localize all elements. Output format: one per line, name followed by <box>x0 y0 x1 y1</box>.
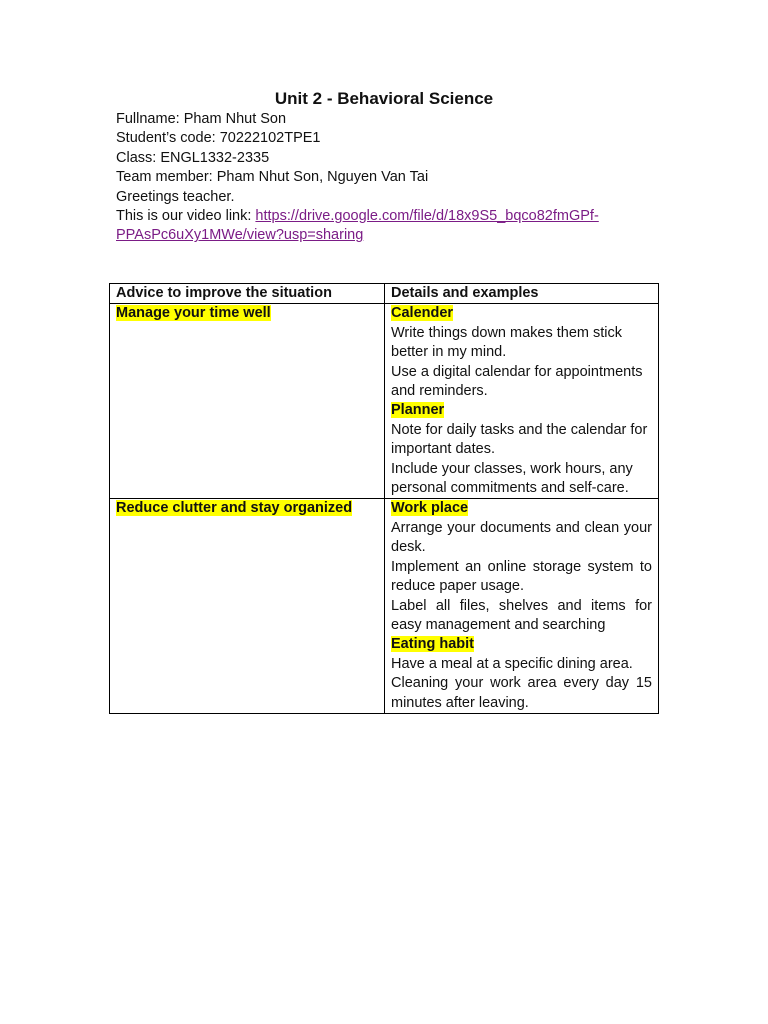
advice-title: Reduce clutter and stay organized <box>116 500 353 517</box>
video-link-label: This is our video link: <box>116 208 256 225</box>
detail-line: Label all files, shelves and items for easy management and searching <box>391 597 652 633</box>
video-link-line <box>116 207 656 246</box>
detail-line: Arrange your documents and clean your desk. <box>391 519 652 556</box>
detail-line: Have a meal at a specific dining area. <box>391 655 633 672</box>
table-row <box>110 499 659 713</box>
header-details: Details and examples <box>385 284 659 304</box>
advice-title: Manage your time well <box>116 305 271 322</box>
table-header-row <box>110 284 659 304</box>
section-heading: Work place <box>391 500 469 517</box>
advice-cell <box>110 499 385 713</box>
detail-line: Use a digital calendar for appointments and reminders. <box>391 363 643 400</box>
section-heading: Calender <box>391 305 454 322</box>
team-member-line: Team member: Pham Nhut Son, Nguyen Van Tai <box>116 169 429 186</box>
detail-line: Include your classes, work hours, any personal commitments and self-care. <box>391 460 633 497</box>
header-advice: Advice to improve the situation <box>110 284 385 304</box>
greeting-line: Greetings teacher. <box>116 188 235 205</box>
advice-cell <box>110 304 385 499</box>
video-link[interactable]: https://drive.google.com/file/d/18x9S5_bqco82fmGPf-PPAsPc6uXy1MWe/view?usp=sharing <box>116 208 599 244</box>
detail-line: Cleaning your work area every day 15 minutes after leaving. <box>391 675 652 711</box>
document-title: Unit 2 - Behavioral Science <box>274 89 494 108</box>
student-info <box>116 110 656 246</box>
section-heading: Eating habit <box>391 636 474 653</box>
class-line: Class: ENGL1332-2335 <box>116 149 270 166</box>
details-cell <box>385 499 659 713</box>
detail-line: Note for daily tasks and the calendar for important dates. <box>391 421 648 458</box>
detail-line: Write things down makes them stick better in my mind. <box>391 324 623 361</box>
details-cell <box>385 304 659 499</box>
detail-line: Implement an online storage system to reduce paper usage. <box>391 558 652 595</box>
advice-table <box>109 283 659 714</box>
student-code-line: Student’s code: 70222102TPE1 <box>116 130 321 147</box>
fullname-line: Fullname: Pham Nhut Son <box>116 111 287 127</box>
table-row <box>110 304 659 499</box>
section-heading: Planner <box>391 402 445 419</box>
